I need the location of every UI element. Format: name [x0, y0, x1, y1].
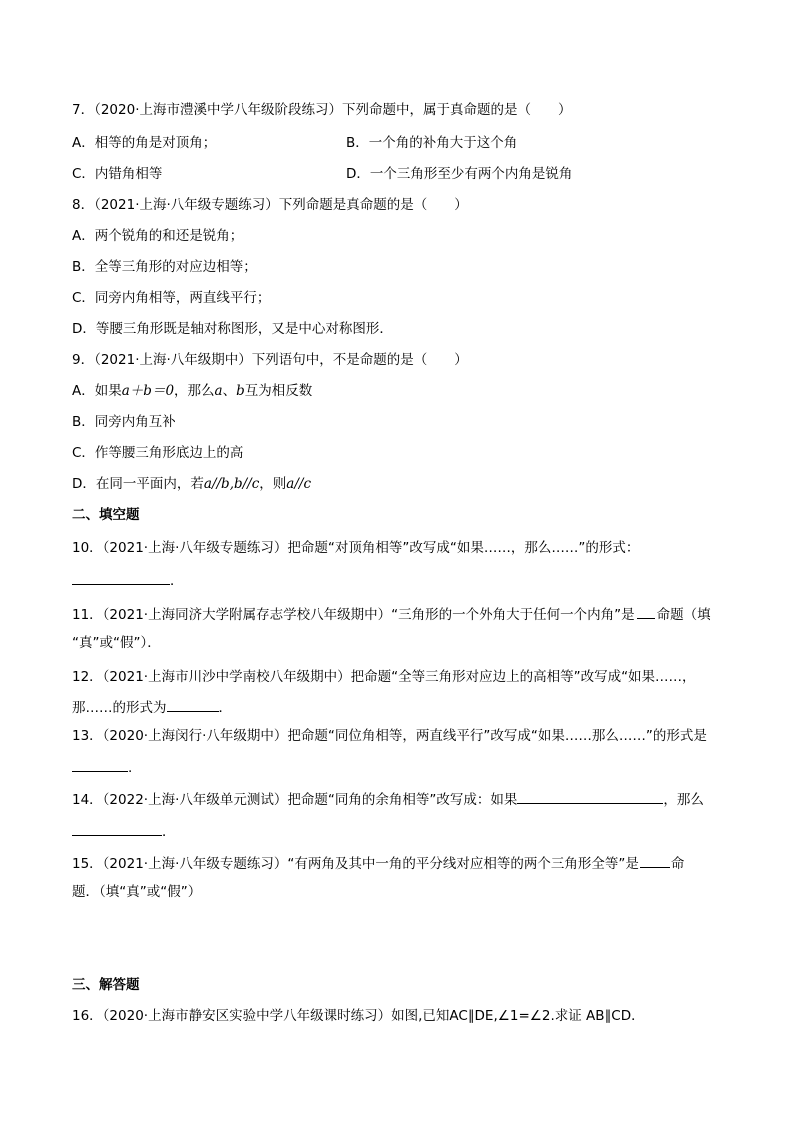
q11-line2: “真”或“假”）．	[72, 635, 161, 651]
q12-text: 那……的形式为	[72, 700, 167, 716]
q8-option-d: D．等腰三角形既是轴对称图形，又是中心对称图形．	[72, 321, 393, 337]
q12-end: ．	[218, 700, 232, 716]
q16-text: 16．（2020·上海市静安区实验中学八年级课时练习）如图,已知AC∥DE,∠1=∠2.求证 AB∥CD．	[72, 1008, 645, 1024]
q15-text-post: 命	[670, 856, 685, 872]
q7-option-d: D．一个三角形至少有两个内角是锐角	[346, 166, 573, 182]
q8-stem: 8．（2021·上海·八年级专题练习）下列命题是真命题的是（ ）	[72, 197, 468, 213]
q13-answer-blank[interactable]	[72, 757, 128, 772]
q7-stem: 7．（2020·上海市澧溪中学八年级阶段练习）下列命题中，属于真命题的是（ ）	[72, 102, 572, 118]
q9-a-suffix: 互为相反数	[244, 383, 313, 399]
q14-text: 14．（2022·上海·八年级单元测试）把命题“同角的余角相等”改写成：如果	[72, 792, 518, 808]
q9-option-a	[72, 381, 312, 401]
q12-line1: 12．（2021·上海市川沙中学南校八年级期中）把命题“全等三角形对应边上的高相等”改写成“如果……，	[72, 669, 696, 685]
q12-answer-blank[interactable]	[167, 697, 219, 712]
q14-line2	[72, 821, 176, 842]
q9-a-mid2: 、	[222, 383, 237, 399]
q8-option-a: A．两个锐角的和还是锐角；	[72, 228, 244, 244]
q9-option-c: C．作等腰三角形底边上的高	[72, 445, 244, 461]
q9-d-conclusion: a//c	[286, 476, 312, 492]
q9-a-var-b: b	[236, 383, 245, 399]
q10-answer-blank[interactable]	[72, 570, 170, 585]
q9-d-condition: a//b,b//c	[203, 476, 260, 492]
q8-option-b: B．全等三角形的对应边相等；	[72, 259, 257, 275]
q10-line1: 10．（2021·上海·八年级专题练习）把命题“对顶角相等”改写成“如果……，那么……”的形式：	[72, 540, 640, 556]
q9-a-prefix: A．如果	[72, 383, 122, 399]
q12-line2	[72, 697, 232, 718]
q11-text-post: 命题（填	[656, 607, 711, 623]
q9-d-prefix: D．在同一平面内，若	[72, 476, 204, 492]
q10-line2	[72, 570, 184, 591]
q14-end: ．	[162, 824, 176, 840]
q15-answer-blank[interactable]	[640, 853, 670, 868]
q13-line1: 13．（2020·上海闵行·八年级期中）把命题“同位角相等，两直线平行”改写成“如果……那么……”的形式是	[72, 728, 707, 744]
q9-option-d	[72, 474, 311, 494]
q14-text-post: ，那么	[663, 792, 704, 808]
q9-stem: 9．（2021·上海·八年级期中）下列语句中，不是命题的是（ ）	[72, 352, 468, 368]
q9-a-equation: a＋b＝0	[121, 383, 175, 399]
q13-line2	[72, 757, 132, 778]
q7-option-c: C．内错角相等	[72, 166, 163, 182]
q11-text: 11．（2021·上海同济大学附属存志学校八年级期中）“三角形的一个外角大于任何一个内角”是	[72, 607, 635, 623]
q10-end: ．	[170, 573, 184, 589]
q15-text: 15．（2021·上海·八年级专题练习）“有两角及其中一角的平分线对应相等的两个三角形全等”是	[72, 856, 639, 872]
q14-if-blank[interactable]	[517, 789, 663, 804]
q7-option-b: B．一个角的补角大于这个角	[346, 135, 518, 151]
q11-answer-blank[interactable]	[637, 604, 655, 619]
section-fill-in-title: 二、填空题	[72, 507, 140, 523]
q14-line1	[72, 789, 704, 810]
q14-then-blank[interactable]	[72, 821, 162, 836]
q9-a-mid: ，那么	[174, 383, 215, 399]
q9-d-mid: ，则	[259, 476, 287, 492]
q8-option-c: C．同旁内角相等，两直线平行；	[72, 290, 271, 306]
q9-option-b: B．同旁内角互补	[72, 414, 176, 430]
section-answer-title: 三、解答题	[72, 977, 140, 993]
q9-a-var-a: a	[214, 383, 223, 399]
q13-end: .	[128, 760, 133, 776]
q7-option-a: A．相等的角是对顶角；	[72, 135, 217, 151]
q11-line1	[72, 604, 711, 625]
q15-line2: 题．（填“真”或“假”）	[72, 884, 202, 900]
q15-line1	[72, 853, 684, 874]
